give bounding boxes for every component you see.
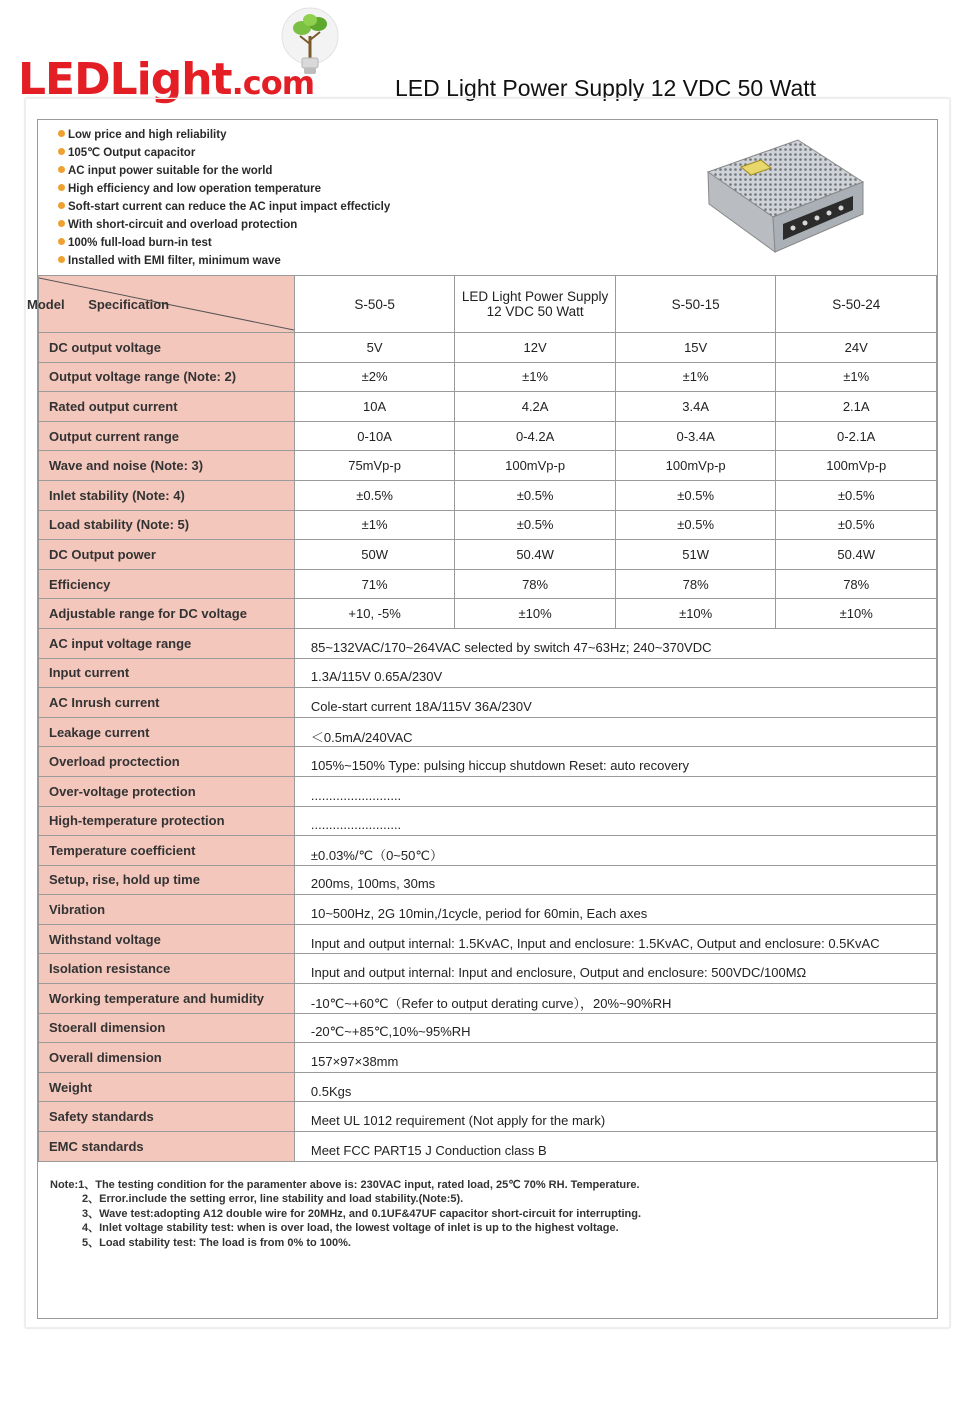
- row-label-text: Isolation resistance: [49, 961, 171, 977]
- row-value-text: Input and output internal: Input and enclosure, Output and enclosure: 500VDC/100MΩ: [310, 965, 807, 981]
- model-spec-header: [27, 276, 295, 333]
- row-value-text: Cole-start current 18A/115V 36A/230V: [310, 698, 532, 714]
- row-label: Output voltage range (Note: 2): [39, 362, 295, 392]
- row-value-text: .........................: [310, 787, 402, 803]
- table-row: [39, 776, 937, 806]
- table-row: [39, 658, 937, 688]
- row-value-text: -20℃~+85℃,10%~95%RH: [310, 1023, 471, 1039]
- row-label-text: Overall dimension: [49, 1050, 162, 1066]
- table-row: [39, 806, 937, 836]
- table-row: [39, 717, 937, 747]
- row-label: [39, 1013, 295, 1043]
- feature-item: Installed with EMI filter, minimum wave: [58, 252, 390, 270]
- row-label: Adjustable range for DC voltage: [39, 599, 295, 629]
- table-cell: ±1%: [294, 510, 454, 540]
- table-cell: ±10%: [455, 599, 616, 629]
- row-label-text: EMC standards: [49, 1138, 144, 1154]
- table-cell: ±1%: [776, 362, 937, 392]
- table-cell: 24V: [776, 333, 937, 363]
- row-label-text: Safety standards: [49, 1109, 154, 1125]
- table-cell: 50.4W: [455, 540, 616, 570]
- table-cell: 51W: [615, 540, 776, 570]
- feature-item: Soft-start current can reduce the AC input impact effecticly: [58, 198, 390, 216]
- table-cell: [294, 628, 936, 658]
- row-label: [39, 895, 295, 925]
- table-row: [39, 1043, 937, 1073]
- row-label: [39, 865, 295, 895]
- row-value-text: Input and output internal: 1.5KvAC, Input and enclosure: 1.5KvAC, Output and enclosure: 0.5KvAC: [310, 935, 880, 951]
- table-row: [39, 540, 937, 570]
- bullet-icon: [58, 202, 65, 209]
- table-cell: ±10%: [776, 599, 937, 629]
- bullet-icon: [58, 256, 65, 263]
- table-cell: 15V: [615, 333, 776, 363]
- spec-table: [27, 275, 937, 1162]
- table-row: [39, 984, 937, 1014]
- logo: [18, 6, 358, 106]
- table-cell: [294, 747, 936, 777]
- model-header: Model: [27, 296, 65, 312]
- table-cell: ±1%: [455, 362, 616, 392]
- table-cell: [294, 836, 936, 866]
- row-label: Wave and noise (Note: 3): [39, 451, 295, 481]
- row-label: [39, 1102, 295, 1132]
- table-row: [39, 392, 937, 422]
- row-label-text: Weight: [49, 1079, 93, 1095]
- table-cell: [294, 658, 936, 688]
- row-value-text: Meet FCC PART15 J Conduction class B: [310, 1142, 547, 1158]
- table-cell: 0-4.2A: [455, 421, 616, 451]
- table-cell: [294, 954, 936, 984]
- row-value-text: 1.3A/115V 0.65A/230V: [310, 669, 443, 685]
- row-label: [39, 954, 295, 984]
- bullet-icon: [58, 166, 65, 173]
- table-row: [39, 688, 937, 718]
- table-cell: 75mVp-p: [294, 451, 454, 481]
- bullet-icon: [58, 238, 65, 245]
- table-cell: ±10%: [615, 599, 776, 629]
- row-label: Output current range: [39, 421, 295, 451]
- row-label: [39, 924, 295, 954]
- row-label: DC output voltage: [39, 333, 295, 363]
- table-cell: 78%: [615, 569, 776, 599]
- table-cell: [294, 1043, 936, 1073]
- power-supply-image: [703, 132, 868, 257]
- row-label-text: Temperature coefficient: [49, 842, 196, 858]
- feature-list: [58, 126, 390, 270]
- table-cell: [294, 865, 936, 895]
- table-cell: 0-2.1A: [776, 421, 937, 451]
- row-label-text: Working temperature and humidity: [49, 990, 265, 1006]
- table-cell: 78%: [455, 569, 616, 599]
- table-cell: 100mVp-p: [776, 451, 937, 481]
- table-row: [39, 954, 937, 984]
- table-cell: 3.4A: [615, 392, 776, 422]
- bullet-icon: [58, 184, 65, 191]
- table-cell: 100mVp-p: [455, 451, 616, 481]
- row-value-text: ＜0.5mA/240VAC: [310, 729, 413, 745]
- note-item: 4、Inlet voltage stability test: when is over load, the lowest voltage of inlet is up to the highest voltage.: [82, 1222, 619, 1235]
- table-cell: ±0.5%: [776, 510, 937, 540]
- row-label-text: Leakage current: [49, 724, 150, 740]
- table-cell: ±0.5%: [294, 480, 454, 510]
- table-cell: [294, 1132, 936, 1162]
- table-row: [39, 1102, 937, 1132]
- bullet-icon: [58, 220, 65, 227]
- row-label: [39, 717, 295, 747]
- table-cell: +10, -5%: [294, 599, 454, 629]
- row-label-text: Withstand voltage: [49, 931, 161, 947]
- row-label: [39, 747, 295, 777]
- table-cell: ±0.5%: [776, 480, 937, 510]
- specification-header: Specification: [88, 296, 170, 312]
- table-row: [39, 628, 937, 658]
- row-label: DC Output power: [39, 540, 295, 570]
- row-label: [39, 984, 295, 1014]
- row-label-text: Stoerall dimension: [49, 1020, 166, 1036]
- table-row: [39, 421, 937, 451]
- table-cell: ±0.5%: [455, 510, 616, 540]
- table-cell: 0-10A: [294, 421, 454, 451]
- feature-item: 100% full-load burn-in test: [58, 234, 390, 252]
- table-cell: [294, 984, 936, 1014]
- feature-item: With short-circuit and overload protection: [58, 216, 390, 234]
- table-row: [39, 510, 937, 540]
- model-column-header: S-50-15: [615, 276, 776, 333]
- feature-item: High efficiency and low operation temperature: [58, 180, 390, 198]
- spec-sheet: [27, 119, 938, 1319]
- row-label-text: Overload proctection: [49, 754, 180, 770]
- table-cell: 71%: [294, 569, 454, 599]
- table-cell: 5V: [294, 333, 454, 363]
- table-cell: [294, 688, 936, 718]
- table-cell: [294, 1102, 936, 1132]
- row-value-text: 10~500Hz, 2G 10min,/1cycle, period for 60min, Each axes: [310, 906, 648, 922]
- table-row: [39, 451, 937, 481]
- table-cell: [294, 806, 936, 836]
- note-item: 3、Wave test:adopting A12 double wire for 20MHz, and 0.1UF&47UF capacitor short-circuit for interrupting.: [82, 1207, 642, 1220]
- row-label: [39, 806, 295, 836]
- table-row: [39, 1132, 937, 1162]
- note-item: 5、Load stability test: The load is from 0% to 100%.: [82, 1236, 351, 1249]
- table-row: [39, 333, 937, 363]
- row-label: Inlet stability (Note: 4): [39, 480, 295, 510]
- table-cell: 10A: [294, 392, 454, 422]
- table-cell: 2.1A: [776, 392, 937, 422]
- row-label-text: Vibration: [49, 902, 106, 918]
- row-label: [39, 688, 295, 718]
- row-value-text: 157×97×38mm: [310, 1054, 399, 1070]
- row-label: [39, 776, 295, 806]
- row-label: Rated output current: [39, 392, 295, 422]
- table-row: [39, 1013, 937, 1043]
- table-row: [39, 569, 937, 599]
- row-value-text: 85~132VAC/170~264VAC selected by switch 47~63Hz; 240~370VDC: [310, 639, 712, 655]
- table-row: [39, 480, 937, 510]
- row-label-text: High-temperature protection: [49, 813, 225, 829]
- row-label: [39, 836, 295, 866]
- row-label-text: Input current: [49, 665, 130, 681]
- table-row: [39, 599, 937, 629]
- row-value-text: ±0.03%/℃（0~50℃）: [310, 847, 443, 863]
- row-label-text: AC Inrush current: [49, 694, 160, 710]
- row-value-text: 200ms, 100ms, 30ms: [310, 876, 436, 892]
- page-title: LED Light Power Supply 12 VDC 50 Watt: [395, 75, 817, 101]
- table-cell: 0-3.4A: [615, 421, 776, 451]
- table-header-row: [39, 276, 937, 333]
- row-label: [39, 1072, 295, 1102]
- row-value-text: Meet UL 1012 requirement (Not apply for the mark): [310, 1113, 606, 1129]
- row-value-text: 0.5Kgs: [310, 1083, 352, 1099]
- table-row: [39, 836, 937, 866]
- table-row: [39, 865, 937, 895]
- table-cell: 50.4W: [776, 540, 937, 570]
- table-cell: 50W: [294, 540, 454, 570]
- table-cell: [294, 1072, 936, 1102]
- row-label: [39, 1132, 295, 1162]
- row-label-text: Over-voltage protection: [49, 783, 196, 799]
- logo-wordmark: LEDLight.com: [18, 54, 315, 105]
- row-value-text: -10℃~+60℃（Refer to output derating curve），20%~90%RH: [310, 995, 672, 1011]
- table-cell: 12V: [455, 333, 616, 363]
- note-item: Note:1、The testing condition for the paramenter above is: 230VAC input, rated load, 25℃ 70% RH. Temperature.: [50, 1179, 640, 1191]
- table-cell: ±0.5%: [615, 510, 776, 540]
- feature-item: AC input power suitable for the world: [58, 162, 390, 180]
- table-cell: 4.2A: [455, 392, 616, 422]
- table-row: [39, 924, 937, 954]
- model-column-header: S-50-5: [294, 276, 454, 333]
- table-row: [39, 747, 937, 777]
- table-row: [39, 1072, 937, 1102]
- row-label-text: Setup, rise, hold up time: [49, 872, 200, 888]
- table-cell: [294, 895, 936, 925]
- table-cell: [294, 924, 936, 954]
- model-column-header: S-50-24: [776, 276, 937, 333]
- table-cell: [294, 717, 936, 747]
- model-column-header: LED Light Power Supply 12 VDC 50 Watt: [455, 276, 616, 333]
- row-label: [39, 628, 295, 658]
- table-cell: ±2%: [294, 362, 454, 392]
- table-row: [39, 895, 937, 925]
- feature-item: Low price and high reliability: [58, 126, 390, 144]
- row-value-text: .........................: [310, 817, 402, 833]
- bullet-icon: [58, 130, 65, 137]
- table-cell: ±0.5%: [615, 480, 776, 510]
- row-value-text: 105%~150% Type: pulsing hiccup shutdown Reset: auto recovery: [310, 758, 689, 774]
- notes: [50, 1178, 641, 1250]
- table-row: [39, 362, 937, 392]
- bullet-icon: [58, 148, 65, 155]
- feature-item: 105℃ Output capacitor: [58, 144, 390, 162]
- row-label: [39, 658, 295, 688]
- table-cell: [294, 1013, 936, 1043]
- note-item: 2、Error.include the setting error, line stability and load stability.(Note:5).: [82, 1193, 464, 1206]
- table-cell: ±0.5%: [455, 480, 616, 510]
- row-label: Efficiency: [39, 569, 295, 599]
- table-cell: [294, 776, 936, 806]
- table-cell: 78%: [776, 569, 937, 599]
- row-label: Load stability (Note: 5): [39, 510, 295, 540]
- row-label-text: AC input voltage range: [49, 635, 192, 651]
- row-label: [39, 1043, 295, 1073]
- table-cell: ±1%: [615, 362, 776, 392]
- table-cell: 100mVp-p: [615, 451, 776, 481]
